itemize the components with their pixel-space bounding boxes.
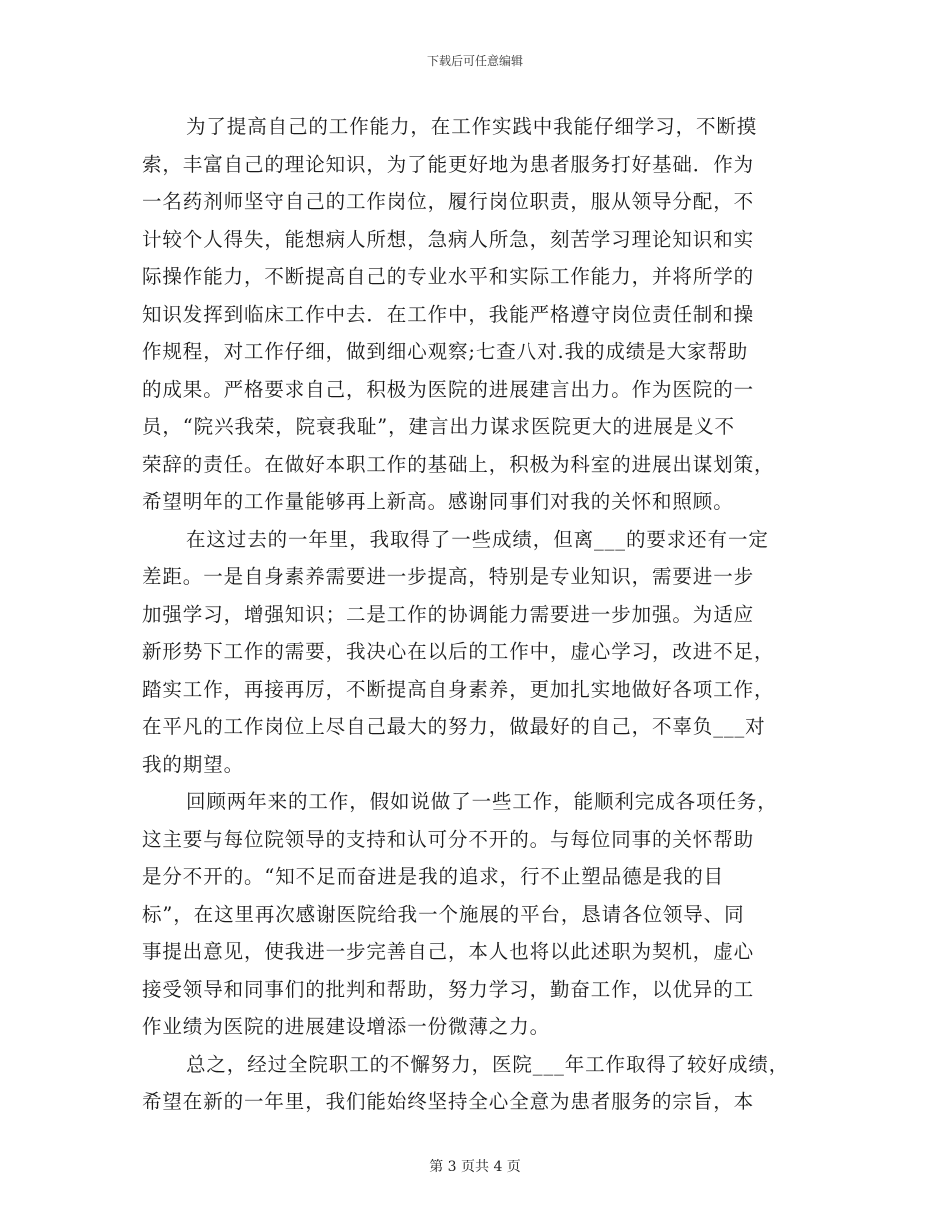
- paragraph-3-line-1: 回顾两年来的工作，假如说做了一些工作，能顺利完成各项任务，: [186, 790, 778, 813]
- paragraph-2-line-2: 差距。一是自身素养需要进一步提高，特别是专业知识，需要进一步: [142, 565, 755, 588]
- paragraph-1-line-9: 员，“院兴我荣，院衰我耻”，建言出力谋求医院更大的进展是义不: [142, 415, 735, 438]
- paragraph-3-line-6: 接受领导和同事们的批判和帮助，努力学习，勤奋工作，以优异的工: [142, 978, 755, 1001]
- paragraph-1-line-6: 知识发挥到临床工作中去．在工作中，我能严格遵守岗位责任制和操: [142, 303, 755, 326]
- page-header: 下载后可任意编辑: [426, 54, 523, 68]
- paragraph-1-line-1: 为了提高自己的工作能力，在工作实践中我能仔细学习，不断摸: [186, 115, 758, 138]
- paragraph-1-line-3: 一名药剂师坚守自己的工作岗位，履行岗位职责，服从领导分配，不: [142, 190, 755, 213]
- paragraph-2-line-1: 在这过去的一年里，我取得了一些成绩，但离___的要求还有一定: [186, 528, 769, 551]
- paragraph-2-line-6: 在平凡的工作岗位上尽自己最大的努力，做最好的自己，不辜负___对: [142, 715, 766, 738]
- paragraph-3-line-2: 这主要与每位院领导的支持和认可分不开的。与每位同事的关怀帮助: [142, 828, 755, 851]
- paragraph-4-line-2: 希望在新的一年里，我们能始终坚持全心全意为患者服务的宗旨，本: [142, 1090, 755, 1113]
- paragraph-3-line-7: 作业绩为医院的进展建设增添一份微薄之力。: [142, 1015, 551, 1038]
- paragraph-1-line-10: 荣辞的责任。在做好本职工作的基础上，积极为科室的进展出谋划策，: [142, 453, 775, 476]
- page-footer: 第 3 页共 4 页: [429, 1159, 521, 1175]
- paragraph-3-line-3: 是分不开的。“知不足而奋进是我的追求，行不止塑品德是我的目: [142, 865, 725, 888]
- paragraph-2-line-3: 加强学习，增强知识；二是工作的协调能力需要进一步加强。为适应: [142, 603, 755, 626]
- paragraph-1-line-4: 计较个人得失，能想病人所想，急病人所急，刻苦学习理论知识和实: [142, 228, 755, 251]
- paragraph-1-line-5: 际操作能力，不断提高自己的专业水平和实际工作能力，并将所学的: [142, 265, 755, 288]
- paragraph-1-line-11: 希望明年的工作量能够再上新高。感谢同事们对我的关怀和照顾。: [142, 490, 734, 513]
- paragraph-1-line-7: 作规程，对工作仔细，做到细心观察;七查八对.我的成绩是大家帮助: [142, 340, 749, 363]
- paragraph-1-line-8: 的成果。严格要求自己，积极为医院的进展建言出力。作为医院的一: [142, 378, 755, 401]
- paragraph-2-line-7: 我的期望。: [142, 753, 245, 776]
- paragraph-1-line-2: 索，丰富自己的理论知识，为了能更好地为患者服务打好基础．作为: [142, 153, 755, 176]
- paragraph-3-line-4: 标”，在这里再次感谢医院给我一个施展的平台，恳请各位领导、同: [142, 903, 745, 926]
- paragraph-2-line-5: 踏实工作，再接再厉，不断提高自身素养，更加扎实地做好各项工作，: [142, 678, 775, 701]
- paragraph-2-line-4: 新形势下工作的需要，我决心在以后的工作中，虚心学习，改进不足，: [142, 640, 775, 663]
- paragraph-3-line-5: 事提出意见，使我进一步完善自己，本人也将以此述职为契机，虚心: [142, 940, 755, 963]
- paragraph-4-line-1: 总之，经过全院职工的不懈努力，医院___年工作取得了较好成绩，: [186, 1053, 790, 1076]
